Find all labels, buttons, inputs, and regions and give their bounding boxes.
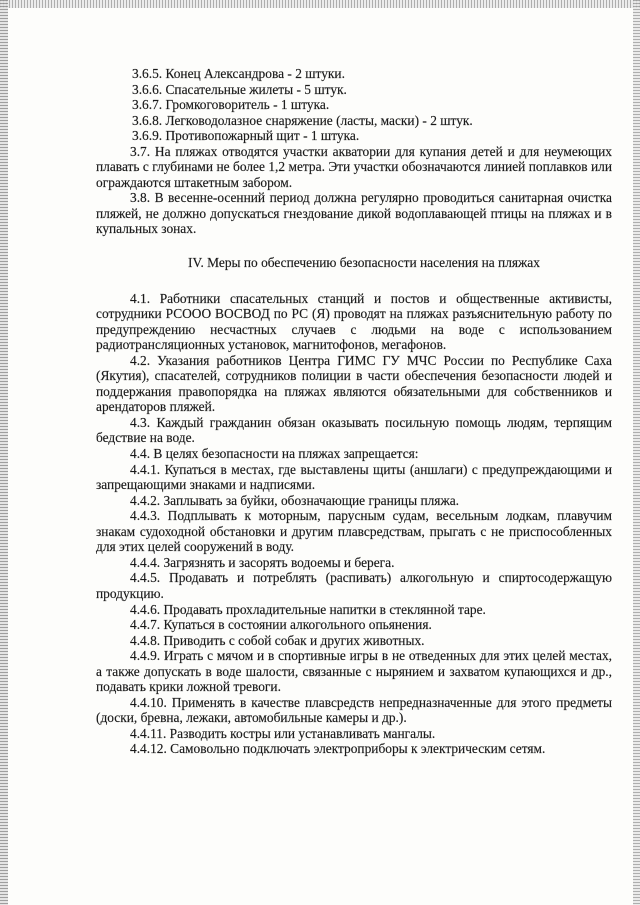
paragraph-4-4-10: 4.4.10. Применять в качестве плавсредств непредназначенные для этого предметы (доски, бревна, лежаки, автомобильные камеры и др.). bbox=[96, 694, 612, 726]
paragraph-4-4-12: 4.4.12. Самовольно подключать электроприборы к электрическим сетям. bbox=[130, 741, 546, 757]
paragraph-3-8: 3.8. В весенне-осенний период должна регулярно проводиться санитарная очистка пляжей, не должно допускаться гнездование дикой водоплавающей птицы на пляжах и в купальных зонах. bbox=[96, 190, 612, 237]
paragraph-4-4-8: 4.4.8. Приводить с собой собак и других животных. bbox=[130, 632, 425, 648]
paragraph-4-4-6: 4.4.6. Продавать прохладительные напитки в стеклянной таре. bbox=[130, 601, 486, 617]
list-item-3-6-7: 3.6.7. Громкоговоритель - 1 штука. bbox=[132, 97, 330, 113]
paragraph-4-2: 4.2. Указания работников Центра ГИМС ГУ МЧС России по Республике Саха (Якутия), спасателей, сотрудников полиции в части обеспечения безопасности людей и поддержания правопорядка на пляжах являются обязательными для собственников и арендаторов пляжей. bbox=[96, 352, 612, 415]
paragraph-4-4-1: 4.4.1. Купаться в местах, где выставлены щиты (аншлаги) с предупреждающими и запрещающими знаками и надписями. bbox=[96, 461, 612, 493]
list-item-3-6-6: 3.6.6. Спасательные жилеты - 5 штук. bbox=[132, 81, 347, 97]
paragraph-4-4-2: 4.4.2. Заплывать за буйки, обозначающие границы пляжа. bbox=[130, 492, 459, 508]
paragraph-4-4-9: 4.4.9. Играть с мячом и в спортивные игры в не отведенных для этих целей местах, а также допускать в воде шалости, связанные с нырянием и захватом купающихся и др., подавать крики ложной тревоги. bbox=[96, 648, 612, 695]
document-body bbox=[96, 66, 612, 757]
list-item-3-6-5: 3.6.5. Конец Александрова - 2 штуки. bbox=[132, 66, 345, 81]
paragraph-3-7: 3.7. На пляжах отводятся участки акватории для купания детей и для неумеющих плавать с глубинами не более 1,2 метра. Эти участки обозначаются линией поплавков или ограждаются штакетным забором. bbox=[96, 143, 612, 190]
scan-edge-left bbox=[0, 0, 8, 905]
scan-edge-top bbox=[0, 0, 640, 8]
list-item-3-6-9: 3.6.9. Противопожарный щит - 1 штука. bbox=[132, 128, 360, 144]
section-heading-iv: IV. Меры по обеспечению безопасности населения на пляжах bbox=[188, 255, 540, 271]
scan-edge-right bbox=[633, 0, 640, 905]
paragraph-4-4-11: 4.4.11. Разводить костры или устанавливать мангалы. bbox=[130, 725, 436, 741]
paragraph-4-4: 4.4. В целях безопасности на пляжах запрещается: bbox=[130, 446, 419, 462]
paragraph-4-1: 4.1. Работники спасательных станций и постов и общественные активисты, сотрудники РСООО ВОСВОД по РС (Я) проводят на пляжах разъяснительную работу по предупреждению несчастных случаев с людьми на воде с использованием радиотрансляционных установок, магнитофонов, мегафонов. bbox=[96, 290, 612, 353]
list-item-3-6-8: 3.6.8. Легководолазное снаряжение (ласты, маски) - 2 штук. bbox=[132, 112, 473, 128]
paragraph-4-4-3: 4.4.3. Подплывать к моторным, парусным судам, весельным лодкам, плавучим знакам судоходной обстановки и другим плавсредствам, прыгать с не приспособленных для этих целей сооружений в воду. bbox=[96, 508, 612, 555]
paragraph-4-4-7: 4.4.7. Купаться в состоянии алкогольного опьянения. bbox=[130, 617, 432, 633]
paragraph-4-3: 4.3. Каждый гражданин обязан оказывать посильную помощь людям, терпящим бедствие на воде. bbox=[96, 414, 612, 446]
paragraph-4-4-4: 4.4.4. Загрязнять и засорять водоемы и берега. bbox=[130, 554, 395, 570]
paragraph-4-4-5: 4.4.5. Продавать и потреблять (распивать) алкогольную и спиртосодержащую продукцию. bbox=[96, 570, 612, 601]
